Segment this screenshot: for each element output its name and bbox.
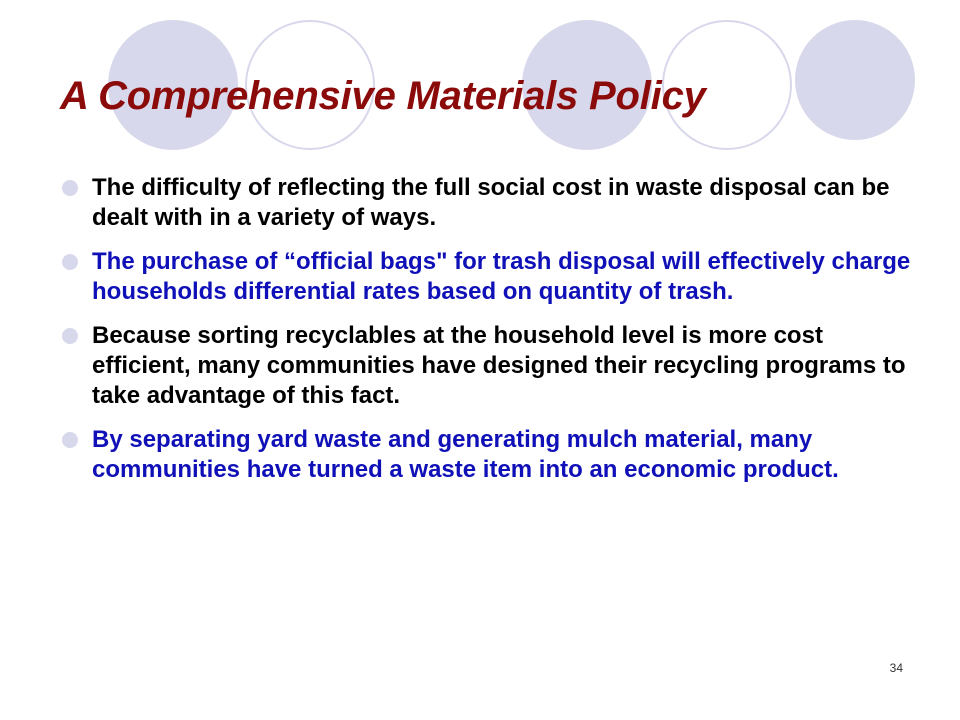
bullet-text: The purchase of “official bags" for trash disposal will effectively charge households differential rates based on quantity of trash. (92, 248, 911, 305)
bullet-text: Because sorting recyclables at the household level is more cost efficient, many communities have designed their recycling programs to take advantage of this fact. (92, 322, 906, 409)
bullet-item (60, 425, 920, 485)
slide-title: A Comprehensive Materials Policy (60, 74, 706, 118)
bullet-item (60, 247, 920, 307)
bullet-dot-icon (62, 432, 78, 448)
bullet-text: By separating yard waste and generating mulch material, many communities have turned a waste item into an economic product. (92, 426, 839, 483)
bullet-dot-icon (62, 254, 78, 270)
bullet-dot-icon (62, 180, 78, 196)
page-number: 34 (889, 661, 903, 675)
bullet-dot-icon (62, 328, 78, 344)
bullet-item (60, 321, 920, 411)
bullet-list (60, 173, 920, 499)
bullet-item (60, 173, 920, 233)
bullet-text: The difficulty of reflecting the full social cost in waste disposal can be dealt with in a variety of ways. (92, 174, 890, 231)
decorative-circle-filled (795, 20, 915, 140)
